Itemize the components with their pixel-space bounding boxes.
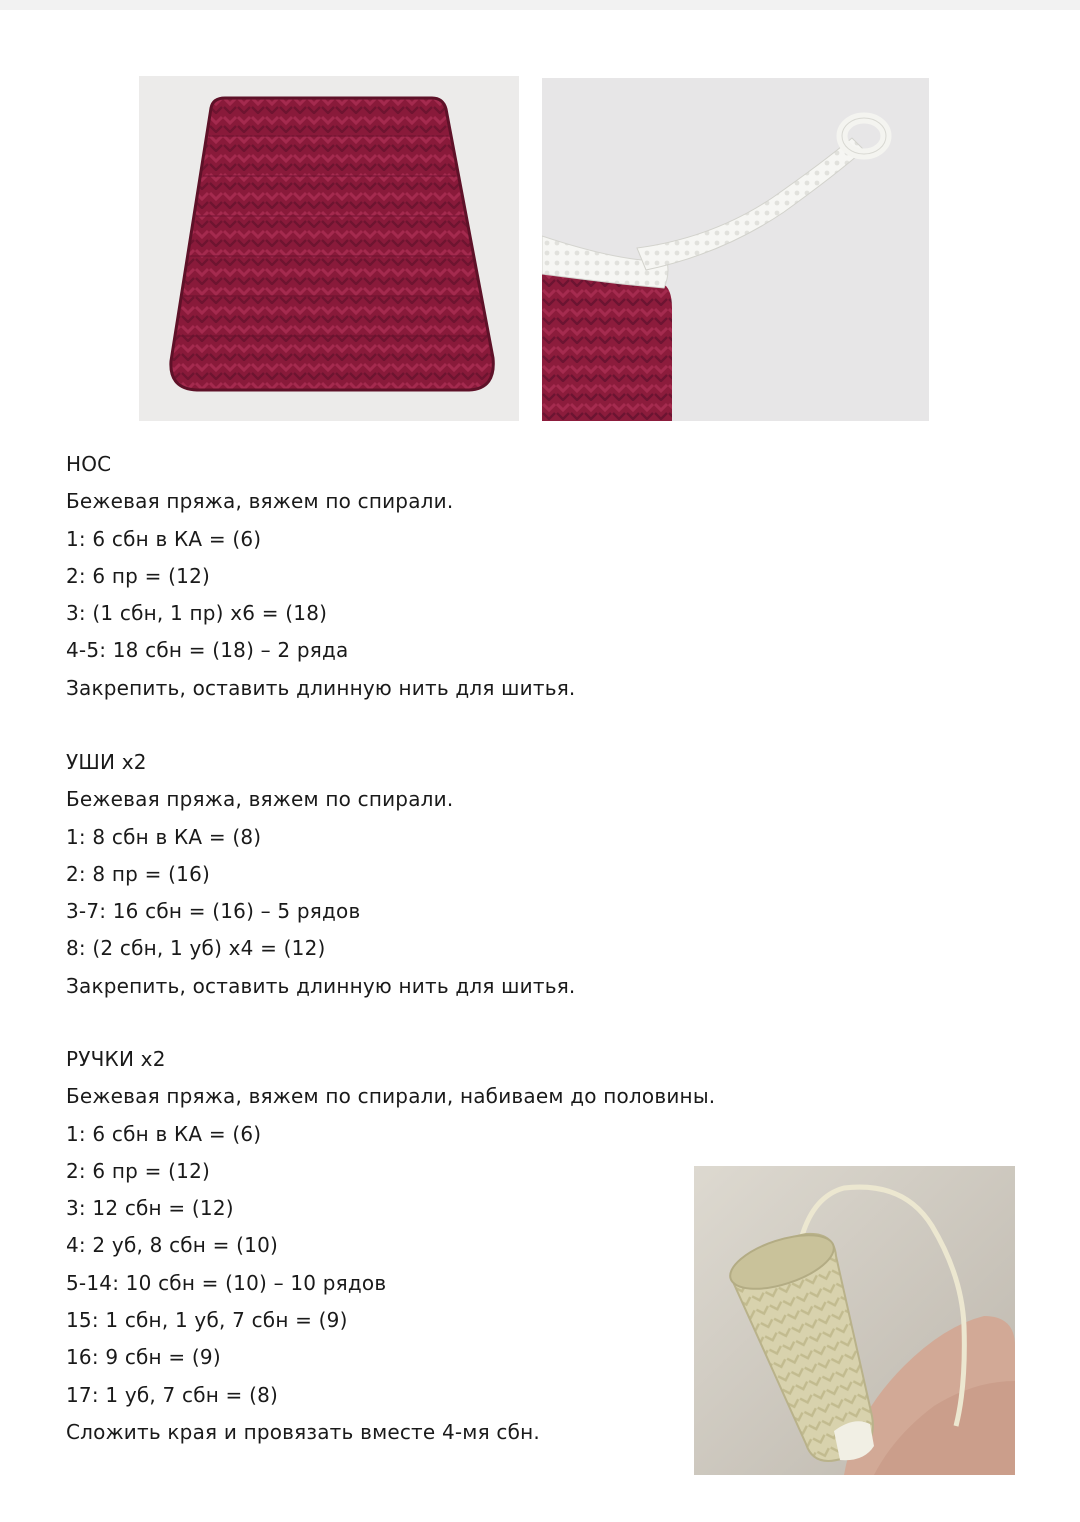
instruction-line: 8: (2 сбн, 1 уб) x4 = (12) (66, 936, 326, 961)
instruction-line: Закрепить, оставить длинную нить для шитья. (66, 675, 576, 700)
instruction-line: Сложить края и провязать вместе 4-мя сбн. (66, 1419, 540, 1444)
ears-section (66, 744, 576, 1005)
instruction-line: 1: 6 сбн в КА = (6) (66, 1121, 262, 1146)
skirt-photo (139, 76, 519, 421)
instruction-line: 1: 8 сбн в КА = (8) (66, 824, 262, 849)
section-title: РУЧКИ x2 (66, 1047, 166, 1071)
arms-section (66, 1041, 715, 1451)
instruction-line: 1: 6 сбн в КА = (6) (66, 526, 262, 551)
strap-photo (542, 78, 929, 421)
nose-section (66, 446, 576, 707)
top-strip (0, 0, 1080, 10)
instruction-line: 16: 9 сбн = (9) (66, 1345, 221, 1370)
instruction-line: 2: 6 пр = (12) (66, 563, 211, 588)
section-title: НОС (66, 452, 112, 476)
instruction-line: 3: (1 сбн, 1 пр) x6 = (18) (66, 601, 328, 626)
section-title: УШИ x2 (66, 750, 147, 774)
instruction-line: 3-7: 16 сбн = (16) – 5 рядов (66, 899, 361, 924)
instruction-line: Бежевая пряжа, вяжем по спирали. (66, 787, 454, 812)
instruction-line: Закрепить, оставить длинную нить для шитья. (66, 973, 576, 998)
instruction-line: 17: 1 уб, 7 сбн = (8) (66, 1382, 279, 1407)
instruction-line: 5-14: 10 сбн = (10) – 10 рядов (66, 1270, 387, 1295)
instruction-line: 15: 1 сбн, 1 уб, 7 сбн = (9) (66, 1308, 348, 1333)
instruction-line: Бежевая пряжа, вяжем по спирали. (66, 489, 454, 514)
instruction-line: 4-5: 18 сбн = (18) – 2 ряда (66, 638, 349, 663)
arm-photo (694, 1166, 1015, 1475)
instruction-line: 3: 12 сбн = (12) (66, 1196, 234, 1221)
instruction-line: 2: 6 пр = (12) (66, 1158, 211, 1183)
instruction-line: Бежевая пряжа, вяжем по спирали, набиваем до половины. (66, 1084, 716, 1109)
instruction-line: 2: 8 пр = (16) (66, 861, 211, 886)
instruction-line: 4: 2 уб, 8 сбн = (10) (66, 1233, 279, 1258)
